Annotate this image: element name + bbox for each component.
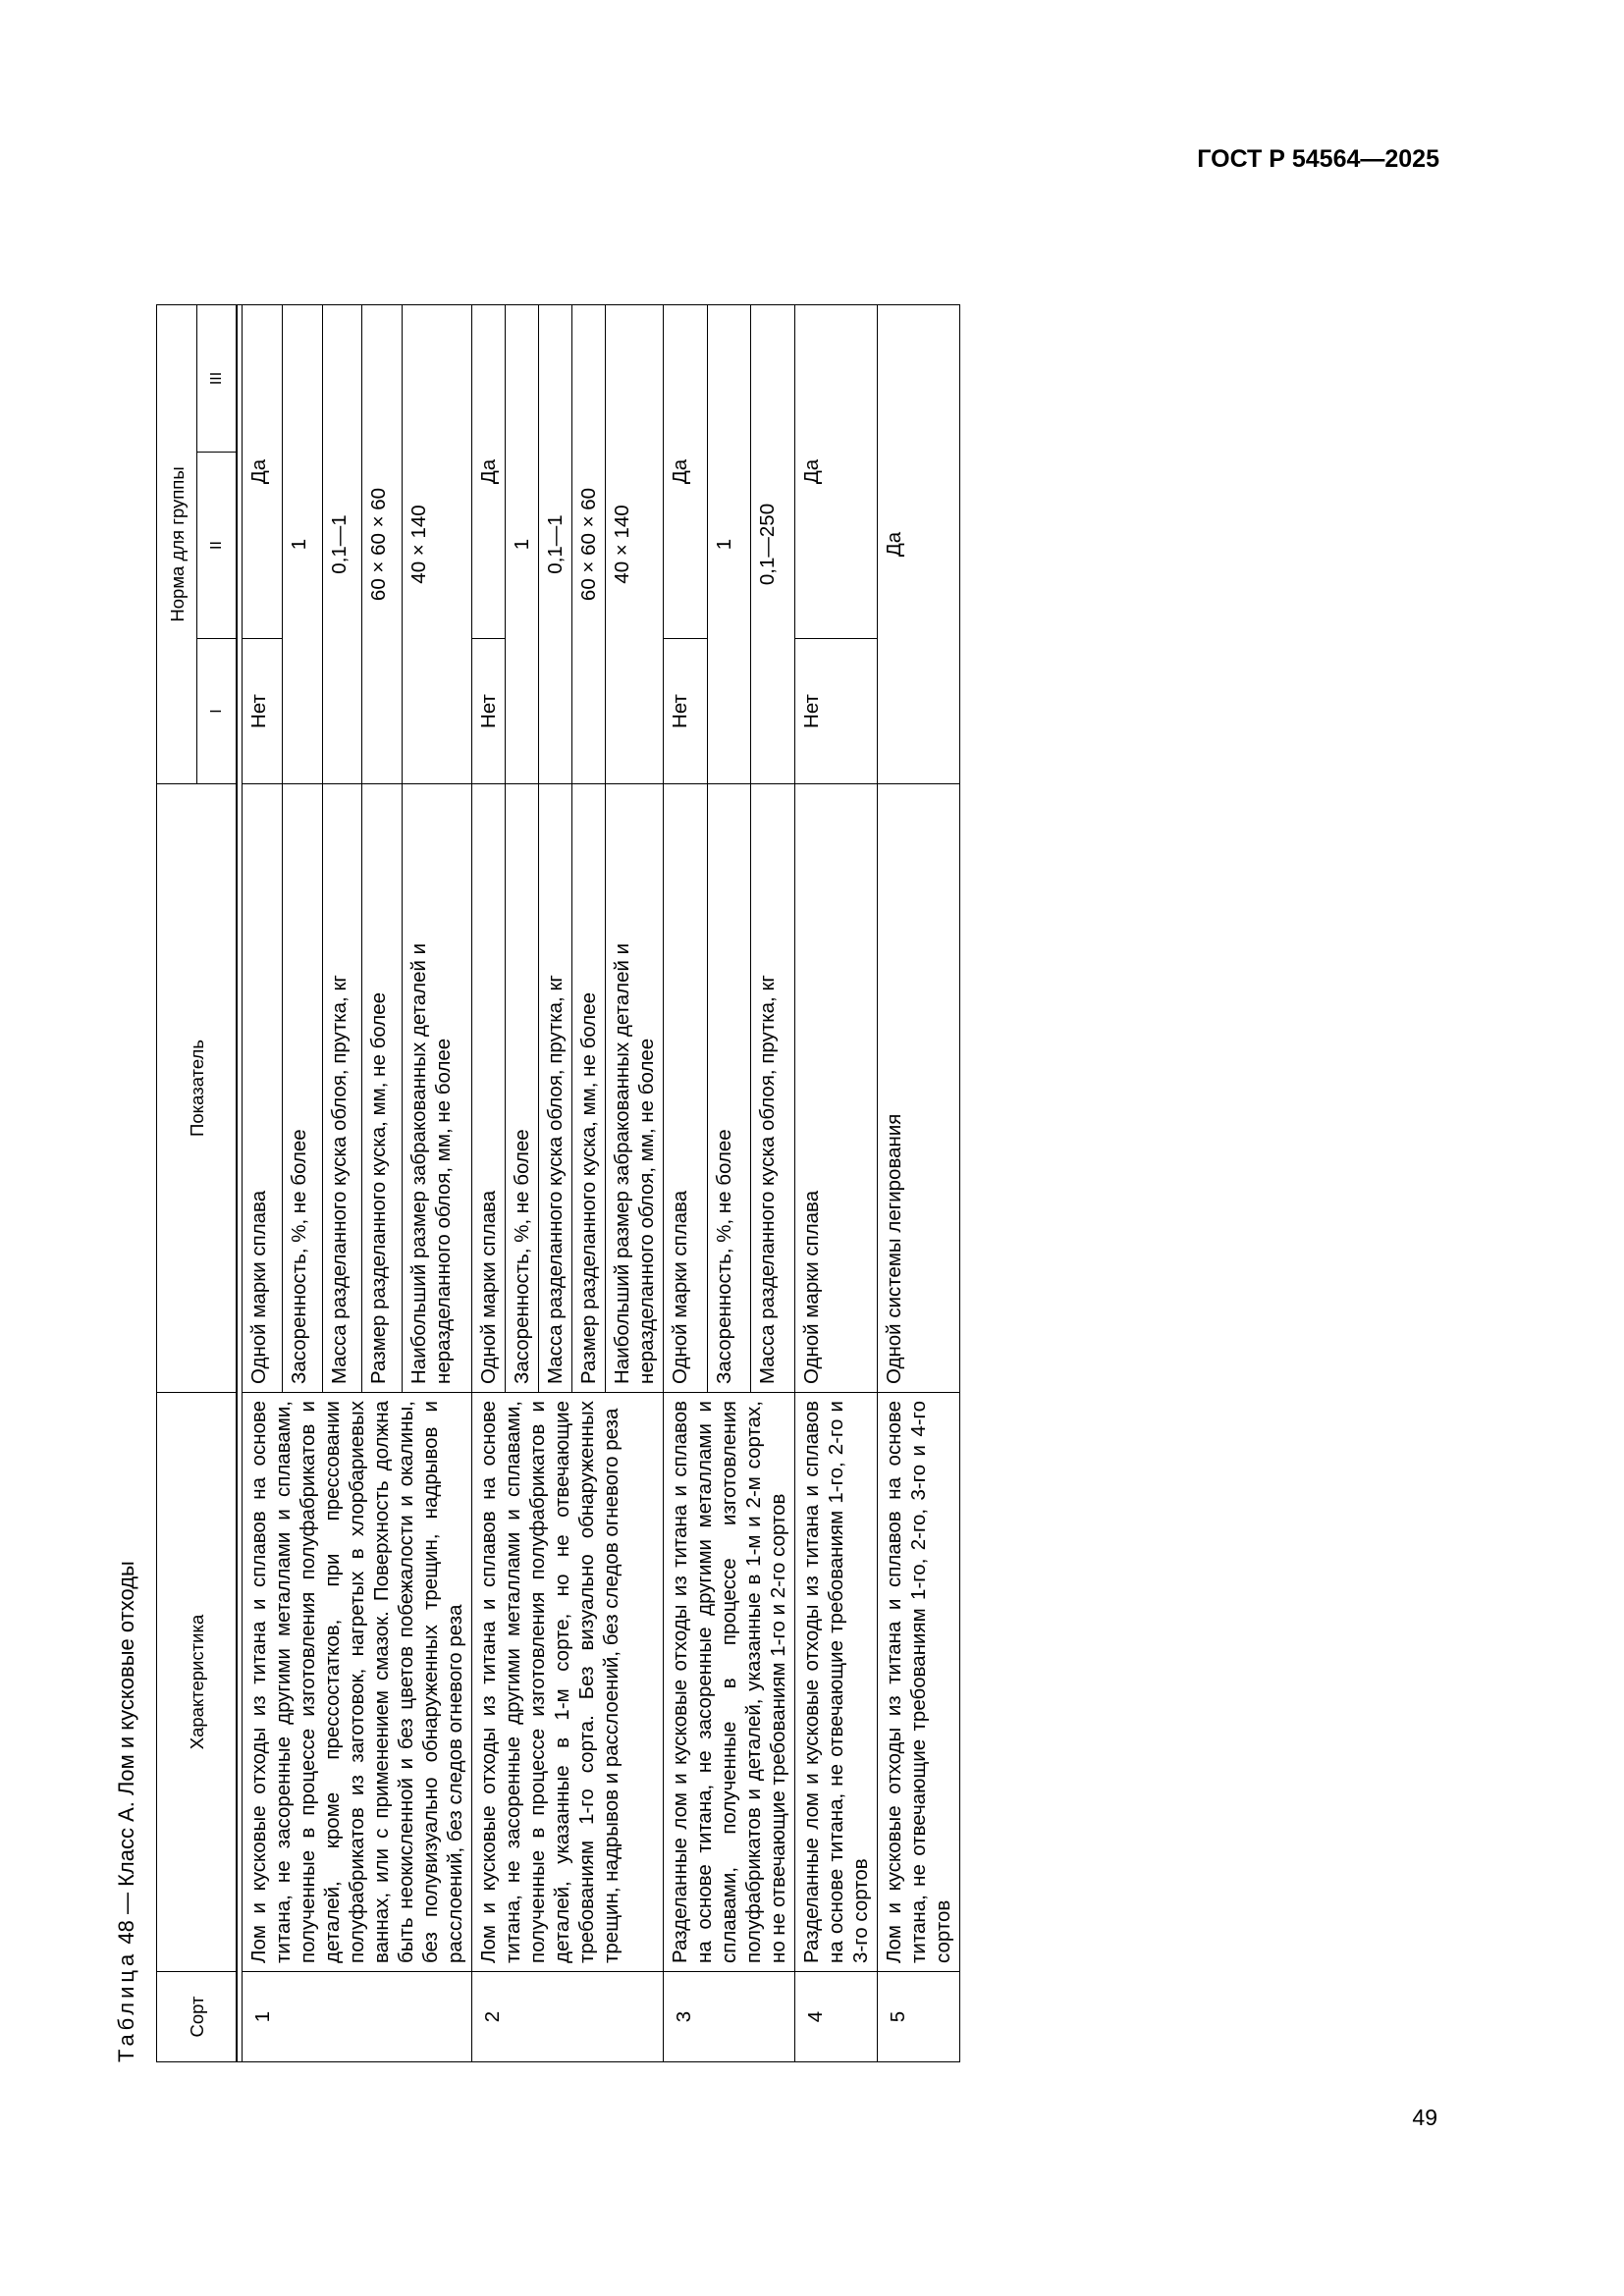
characteristic-cell: Разделанные лом и кусковые отходы из титана и сплавов на основе титана, не засоренные другими металлами и сплавами, полученные в процессе изготовления полуфабрикатов и деталей, указанные в 1-м и 2-м сортах, но не отвечающие требованиям 1-го и 2-го сортов [664,1393,795,1972]
norm-group-2-3-cell: Да [243,305,283,639]
indicator-cell: Одной марки сплава [243,784,283,1393]
indicator-cell: Одной системы легирования [878,784,960,1393]
norm-group-2-3-cell: Да [795,305,878,639]
header-group-3: III [197,305,238,453]
norm-all-groups-cell: 1 [707,305,751,784]
sort-cell: 1 [243,1972,472,2062]
table-row [243,305,283,2062]
norm-all-groups-cell: Да [878,305,960,784]
sort-cell: 2 [472,1972,664,2062]
indicator-cell: Масса разделанного куска облоя, прутка, кг [751,784,795,1393]
header-characteristic: Характеристика [157,1393,238,1972]
header-indicator: Показатель [157,784,238,1393]
norm-all-groups-cell: 0,1—250 [751,305,795,784]
indicator-cell: Наибольший размер забракованных деталей и неразделанного облоя, мм, не более [403,784,472,1393]
indicator-cell: Наибольший размер забракованных деталей и неразделанного облоя, мм, не более [606,784,664,1393]
indicator-cell: Засоренность, %, не более [282,784,322,1393]
norm-group-1-cell: Нет [664,639,708,784]
table-caption-title: 48 — Класс А. Лом и кусковые отходы [114,1561,138,1950]
norm-all-groups-cell: 1 [506,305,539,784]
table-row [664,305,708,2062]
indicator-cell: Засоренность, %, не более [707,784,751,1393]
norm-all-groups-cell: 60 × 60 × 60 [572,305,606,784]
header-norm: Норма для группы [157,305,197,784]
characteristic-cell: Лом и кусковые отходы из титана и сплавов на основе титана, не отвечающие требованиям 1-го, 2-го, 3-го и 4-го сортов [878,1393,960,1972]
indicator-cell: Масса разделанного куска облоя, прутка, кг [539,784,572,1393]
table-row [472,305,506,2062]
norm-all-groups-cell: 60 × 60 × 60 [362,305,403,784]
indicator-cell: Размер разделанного куска, мм, не более [572,784,606,1393]
norm-all-groups-cell: 0,1—1 [322,305,362,784]
waste-classification-table [156,304,960,2062]
header-group-2: II [197,453,238,639]
table-row [795,305,878,2062]
norm-all-groups-cell: 40 × 140 [606,305,664,784]
norm-group-2-3-cell: Да [472,305,506,639]
table-caption-label: Таблица [114,1949,138,2062]
norm-all-groups-cell: 0,1—1 [539,305,572,784]
header-group-1: I [197,639,238,784]
characteristic-cell: Лом и кусковые отходы из титана и сплавов на основе титана, не засоренные другими металлами и сплавами, полученные в процессе изготовления полуфабрикатов и деталей, кроме прессостатков, при прессовании полуфабрикатов из заготовок, нагретых в хлорбариевых ваннах, или с применением смазок. Поверхность должна быть неокисленной и без цветов побежалости и окалины, без полувизуально обнаруженных трещин, надрывов и расслоений, без следов огневого реза [243,1393,472,1972]
indicator-cell: Засоренность, %, не более [506,784,539,1393]
sort-cell: 3 [664,1972,795,2062]
characteristic-cell: Разделанные лом и кусковые отходы из титана и сплавов на основе титана, не отвечающие требованиям 1-го, 2-го и 3-го сортов [795,1393,878,1972]
indicator-cell: Одной марки сплава [472,784,506,1393]
norm-group-1-cell: Нет [795,639,878,784]
table-caption [114,1561,139,2062]
sort-cell: 5 [878,1972,960,2062]
page-number: 49 [1412,2105,1437,2130]
document-header: ГОСТ Р 54564—2025 [1197,145,1439,173]
table-row [878,305,960,2062]
indicator-cell: Размер разделанного куска, мм, не более [362,784,403,1393]
norm-all-groups-cell: 40 × 140 [403,305,472,784]
indicator-cell: Одной марки сплава [664,784,708,1393]
table-body [237,305,960,2062]
norm-all-groups-cell: 1 [282,305,322,784]
sort-cell: 4 [795,1972,878,2062]
norm-group-1-cell: Нет [243,639,283,784]
indicator-cell: Одной марки сплава [795,784,878,1393]
header-sort: Сорт [157,1972,238,2062]
norm-group-1-cell: Нет [472,639,506,784]
norm-group-2-3-cell: Да [664,305,708,639]
rotated-table-block [110,293,1303,2097]
indicator-cell: Масса разделанного куска облоя, прутка, кг [322,784,362,1393]
characteristic-cell: Лом и кусковые отходы из титана и сплавов на основе титана, не засоренные другими металлами и сплавами, полученные в процессе изготовления полуфабрикатов и деталей, указанные в 1-м сорте, но не отвечающие требованиям 1-го сорта. Без визуально обнаруженных трещин, надрывов и расслоений, без следов огневого реза [472,1393,664,1972]
